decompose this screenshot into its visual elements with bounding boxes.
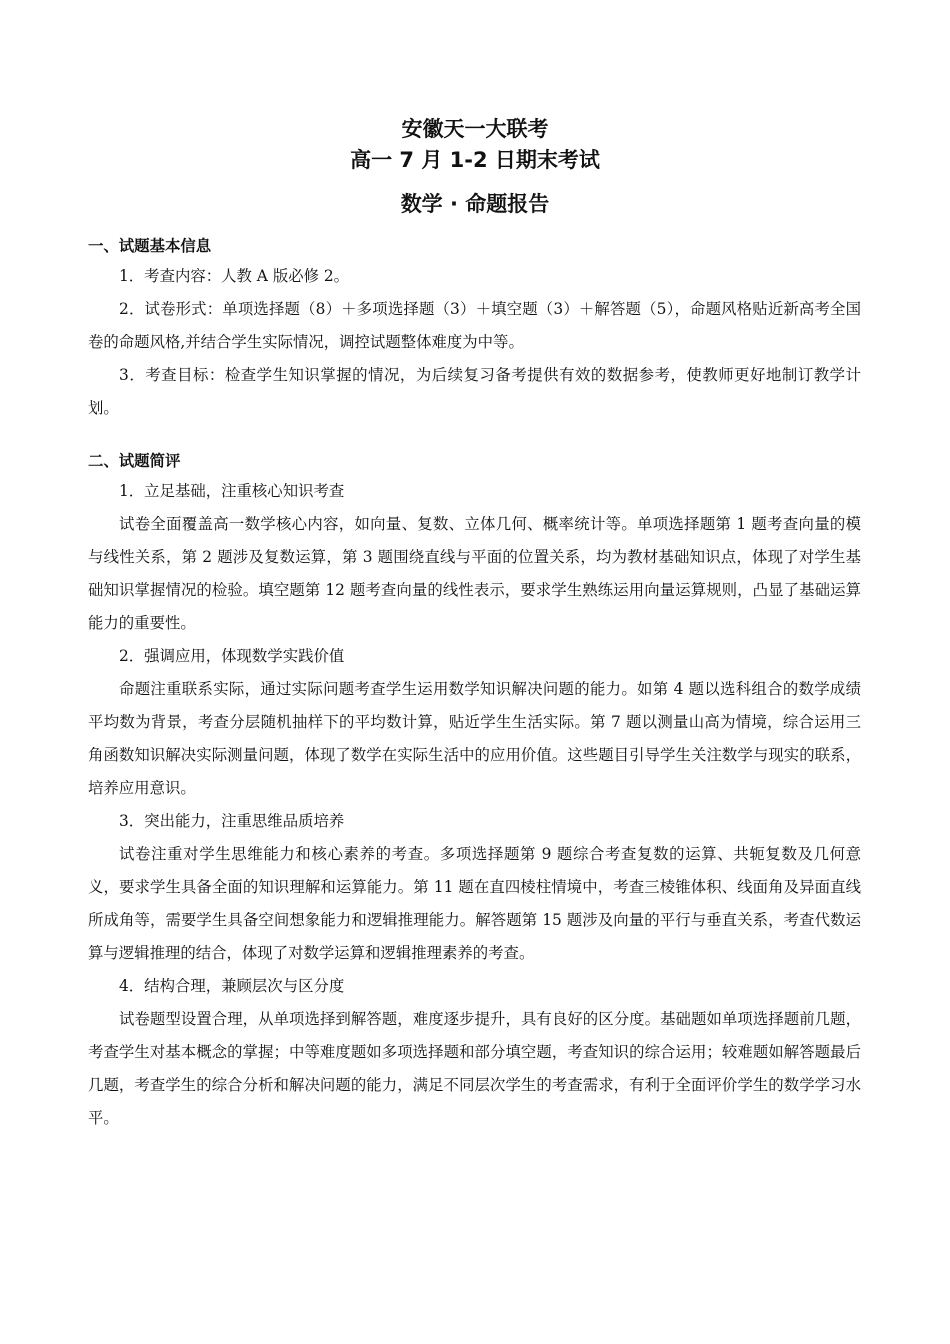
basic-info-item-content: 1．考查内容：人教 A 版必修 2。 bbox=[119, 267, 350, 285]
review-point-3-heading: 3．突出能力，注重思维品质培养 bbox=[119, 812, 345, 830]
basic-info-item-goal: 3．考查目标：检查学生知识掌握的情况，为后续复习备考提供有效的数据参考，使教师更好地制订教学计划。 bbox=[88, 366, 861, 417]
report-body bbox=[88, 233, 861, 1135]
review-point-2-heading: 2．强调应用，体现数学实践价值 bbox=[119, 647, 345, 665]
section-spacer bbox=[88, 425, 861, 448]
title-block bbox=[0, 114, 950, 220]
basic-info-item-format: 2．试卷形式：单项选择题（8）＋多项选择题（3）＋填空题（3）＋解答题（5），命题风格贴近新高考全国卷的命题风格,并结合学生实际情况，调控试题整体难度为中等。 bbox=[88, 300, 861, 351]
report-subtitle: 数学 · 命题报告 bbox=[400, 192, 550, 216]
review-point-1-body: 试卷全面覆盖高一数学核心内容，如向量、复数、立体几何、概率统计等。单项选择题第 1 题考查向量的模与线性关系，第 2 题涉及复数运算，第 3 题围绕直线与平面的位置关系，均为教材基础知识点，体现了对学生基础知识掌握情况的检验。填空题第 12 题考查向量的线性表示，要求学生熟练运用向量运算规则，凸显了基础运算能力的重要性。 bbox=[88, 515, 861, 632]
section-heading-review: 二、试题简评 bbox=[88, 452, 181, 470]
review-point-4-body: 试卷题型设置合理，从单项选择到解答题，难度逐步提升，具有良好的区分度。基础题如单项选择题前几题，考查学生对基本概念的掌握；中等难度题如多项选择题和部分填空题，考查知识的综合运用；较难题如解答题最后几题，考查学生的综合分析和解决问题的能力，满足不同层次学生的考查需求，有利于全面评价学生的数学学习水平。 bbox=[88, 1010, 861, 1127]
review-point-1-heading: 1．立足基础，注重核心知识考查 bbox=[119, 482, 345, 500]
section-heading-basic-info: 一、试题基本信息 bbox=[88, 237, 212, 255]
review-point-3-body: 试卷注重对学生思维能力和核心素养的考查。多项选择题第 9 题综合考查复数的运算、共轭复数及几何意义，要求学生具备全面的知识理解和运算能力。第 11 题在直四棱柱情境中，考查三棱锥体积、线面角及异面直线所成角等，需要学生具备空间想象能力和逻辑推理能力。解答题第 15 题涉及向量的平行与垂直关系，考查代数运算与逻辑推理的结合，体现了对数学运算和逻辑推理素养的考查。 bbox=[88, 845, 861, 962]
title-line-1: 安徽天一大联考 bbox=[401, 117, 549, 141]
review-point-2-body: 命题注重联系实际，通过实际问题考查学生运用数学知识解决问题的能力。如第 4 题以选科组合的数学成绩平均数为背景，考查分层随机抽样下的平均数计算，贴近学生生活实际。第 7 题以测量山高为情境，综合运用三角函数知识解决实际测量问题，体现了数学在实际生活中的应用价值。这些题目引导学生关注数学与现实的联系，培养应用意识。 bbox=[88, 680, 861, 797]
title-line-2: 高一 7 月 1-2 日期末考试 bbox=[350, 148, 600, 172]
review-point-4-heading: 4．结构合理，兼顾层次与区分度 bbox=[119, 977, 345, 995]
